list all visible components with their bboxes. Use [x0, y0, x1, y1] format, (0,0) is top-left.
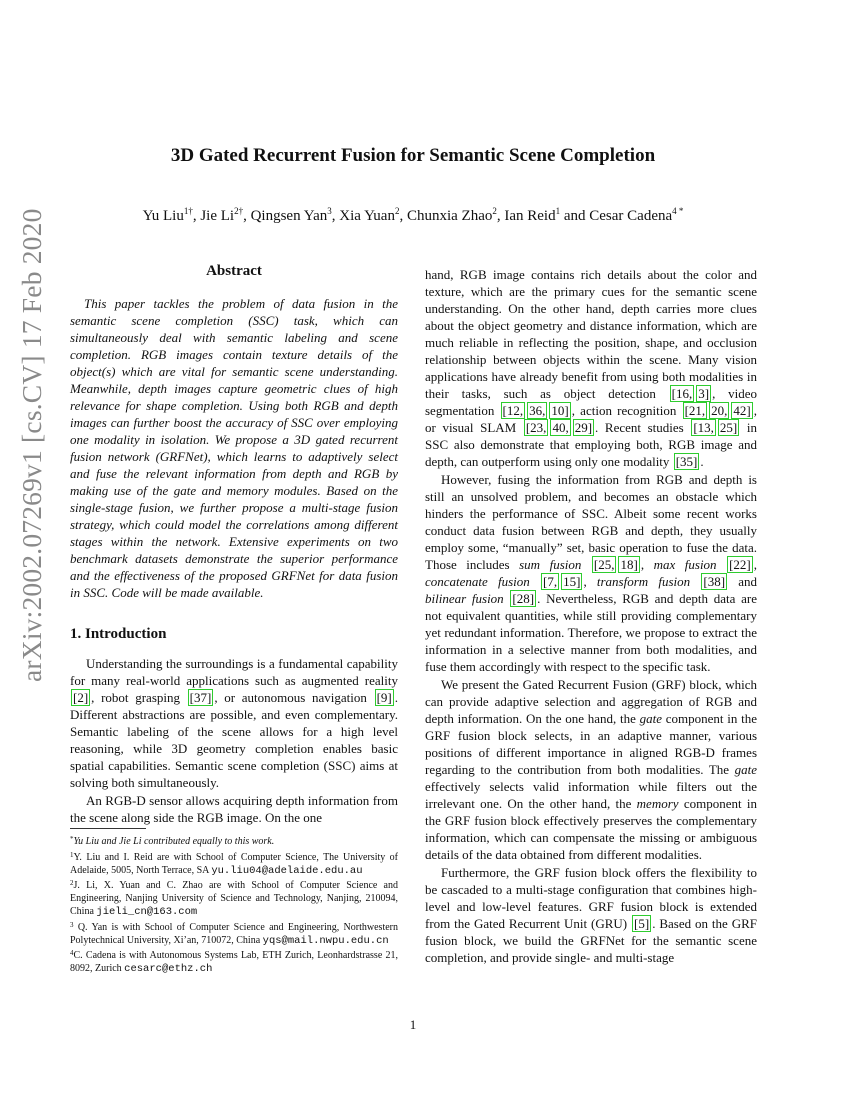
footnote-divider [70, 828, 146, 829]
citation-link[interactable]: [5] [634, 916, 650, 931]
author-name: Ian Reid [504, 208, 556, 224]
author-name: Xia Yuan [339, 208, 395, 224]
paragraph: hand, RGB image contains rich details about the color and texture, which are the primary cues for the semantic scene understanding. On the other hand, depth carries more clues about the object geometry and distance information, which are much reliable in reflecting the position, shape, and occlusion relationship between objects within the scene. Many vision applications have already benefit from using both modalities in their tasks, such as object detection [16, 3] , video segmentation [12, 36, 10] , action recognition [21, 20, 42] , or visual SLAM [23, 40, 29] . Recent studies [13, 25] in SSC also demonstrate that employing both, RGB image and depth, can outperform using only one modality [35] . [425, 267, 757, 469]
citation-link[interactable]: 42] [733, 403, 751, 418]
author-name: Chunxia Zhao [406, 208, 493, 224]
paragraph: Understanding the surroundings is a fundamental capability for many real-world applications such as augmented reality [2] , robot grasping [37] , or autonomous navigation [9] . Different abstractions are possible, and even complementary. Semantic labeling of the scene allows for a high level reasoning, while 3D geometry completion enables basic spatial capabilities. Semantic scene completion (SSC) aims at solving both simultaneously. [70, 656, 398, 790]
emphasis: gate [639, 711, 663, 726]
citation-link[interactable]: 18] [620, 557, 638, 572]
emphasis: transform fusion [596, 574, 691, 589]
emphasis: max fusion [653, 557, 717, 572]
emphasis: bilinear fusion [425, 591, 504, 606]
author-name: Jie Li [200, 208, 235, 224]
citation-link[interactable]: [23, [525, 420, 547, 435]
citation-link[interactable]: 15] [563, 574, 581, 589]
citation-link[interactable]: 36, [529, 403, 546, 418]
citation-link[interactable]: [12, [502, 403, 524, 418]
arxiv-watermark [12, 208, 52, 682]
left-column [70, 263, 398, 827]
paragraph: However, fusing the information from RGB and depth is still an unsolved problem, and becomes an obstacle which hinders the performance of SSC. Albeit some recent works conduct data fusion between RGB and depth, they usually employ some, “manually” set, basic operation to fuse the data. Those includes sum fusion [25, 18] , max fusion [22] , concatenate fusion [7, 15] , transform fusion [38] and bilinear fusion [28] . Nevertheless, RGB and depth data are not equivalent quantities, while still providing complementary yet redundant information. Therefore, we propose to extract the information in a selective manner from both modalities, and fuse them accordingly with respect to the specific task. [425, 472, 758, 674]
citation-link[interactable]: 40, [552, 420, 569, 435]
citation-link[interactable]: [13, [693, 420, 714, 435]
affiliation-mark: 4 * [672, 206, 684, 216]
citation-link[interactable]: [28] [512, 591, 535, 606]
paragraph: Furthermore, the GRF fusion block offers the flexibility to be cascaded to a multi-stage configuration that combines high-level and low-level features. GRF fusion block is extended from the Gated Recurrent Unit (GRU) [5] . Based on the GRF fusion block, we build the GRFNet for the semantic scene completion, and provide single- and multi-stage [425, 865, 757, 965]
citation-link[interactable]: [25, [593, 557, 615, 572]
citation-link[interactable]: [16, [671, 386, 693, 401]
arxiv-stamp-text: arXiv:2002.07269v1 [cs.CV] 17 Feb 2020 [16, 208, 47, 682]
affiliation-mark: 2† [234, 206, 244, 216]
emphasis: sum fusion [519, 557, 582, 572]
author-name: Cesar Cadena [589, 208, 673, 224]
citation-link[interactable]: [21, [684, 403, 706, 418]
citation-link[interactable]: 3] [698, 386, 710, 401]
citation-link[interactable]: 20, [711, 403, 728, 418]
footnote-4: $^4$C. Cadena is with Autonomous Systems Lab, ETH Zurich, Leonhardstrasse 21, 8092, Zurich cesarc@ethz.ch [70, 949, 398, 976]
section-heading-introduction: 1. Introduction [70, 626, 167, 642]
citation-link[interactable]: [38] [703, 574, 726, 589]
footnotes [70, 828, 398, 976]
citation-link[interactable]: 10] [551, 403, 569, 418]
page-number: 1 [409, 1017, 417, 1032]
citation-link[interactable]: [7, [543, 574, 558, 589]
affiliation-mark: 2 [394, 206, 400, 216]
citation-link[interactable]: [35] [675, 454, 698, 469]
right-column [425, 266, 757, 967]
footnote-3: $^3$ Q. Yan is with School of Computer Science and Engineering, Northwestern Polytechnical University, Xi’an, 710072, China yqs@mail.nwpu.edu.cn [70, 920, 398, 947]
paper-title: 3D Gated Recurrent Fusion for Semantic Scene Completion [170, 145, 656, 166]
citation-link[interactable]: 25] [719, 420, 738, 435]
email-link[interactable]: jieli_cn@163.com [96, 905, 198, 918]
author-name: Yu Liu [142, 208, 184, 224]
citation-link[interactable]: [9] [376, 690, 392, 705]
citation-link[interactable]: 29] [574, 420, 593, 435]
affiliation-mark: 3 [327, 206, 332, 216]
affiliation-mark: 1† [183, 206, 193, 216]
abstract-heading: Abstract [206, 263, 262, 279]
citation-link[interactable]: [22] [729, 557, 751, 572]
email-link[interactable]: yu.liu04@adelaide.edu.au [211, 864, 363, 877]
emphasis: memory [636, 796, 679, 811]
email-link[interactable]: yqs@mail.nwpu.edu.cn [262, 934, 389, 947]
footnote-1: $^1$Y. Liu and I. Reid are with School of Computer Science, The University of Adelaide, 5005, North Terrace, SA yu.liu04@adelaide.edu.au [70, 850, 398, 877]
author-name: Qingsen Yan [250, 208, 328, 224]
footnote-star: *Yu Liu and Jie Li contributed equally to this work. [70, 835, 275, 847]
citation-link[interactable]: [37] [189, 690, 212, 705]
emphasis: concatenate fusion [425, 574, 530, 589]
paragraph: We present the Gated Recurrent Fusion (GRF) block, which can provide adaptive selection and aggregation of RGB and depth information. On the one hand, the gate component in the GRF fusion block selects, in an adaptive manner, various positions of different importance in aligned RGB-D frames regarding to the contribution from both modalities. The gate effectively selects valid information while filters out the irrelevant one. On the other hand, the memory component in the GRF fusion block effectively preserves the complementary information, which can compensate the missing or ambiguous details of the data obtained from different modalities. [425, 677, 757, 862]
footnote-2: $^2$J. Li, X. Yuan and C. Zhao are with School of Computer Science and Engineering, Nanjing University of Science and Technology, Nanjing, 210094, China jieli_cn@163.com [70, 879, 398, 918]
email-link[interactable]: cesarc@ethz.ch [124, 963, 213, 976]
abstract-text: This paper tackles the problem of data fusion in the semantic scene completion (SSC) task, which can simultaneously deal with semantic labeling and scene completion. RGB images contain texture details of the object(s) which are vital for semantic scene understanding. Meanwhile, depth images capture geometric clues of high relevance for shape completion. Using both RGB and depth images can further boost the accuracy of SSC over employing one modality in isolation. We propose a 3D gated recurrent fusion network (GRFNet), which learns to adaptively select and fuse the relevant information from depth and RGB by making use of the gate and memory modules. Based on the single-stage fusion, we further propose a multi-stage fusion strategy, which could model the correlations among different stages within the network. Extensive experiments on two benchmark datasets demonstrate the superior performance and the effectiveness of the proposed GRFNet for data fusion in SSC. Code will be made available. [70, 296, 398, 600]
citation-link[interactable]: [2] [73, 690, 89, 705]
emphasis: gate [734, 762, 757, 777]
affiliation-mark: 1 [555, 206, 561, 216]
paragraph: An RGB-D sensor allows acquiring depth information from the scene along side the RGB image. On the one [70, 793, 398, 825]
affiliation-mark: 2 [492, 206, 497, 216]
author-list: Yu Liu$^{1\dagger}$, Jie $Li^{2\dagger}$, Qingsen Yan$^3$, Xia Yuan$^2$, Chunxia Zhao$^2$, Ian Reid$^1$ and Cesar Cadena$^{4 *}$ [142, 206, 684, 224]
